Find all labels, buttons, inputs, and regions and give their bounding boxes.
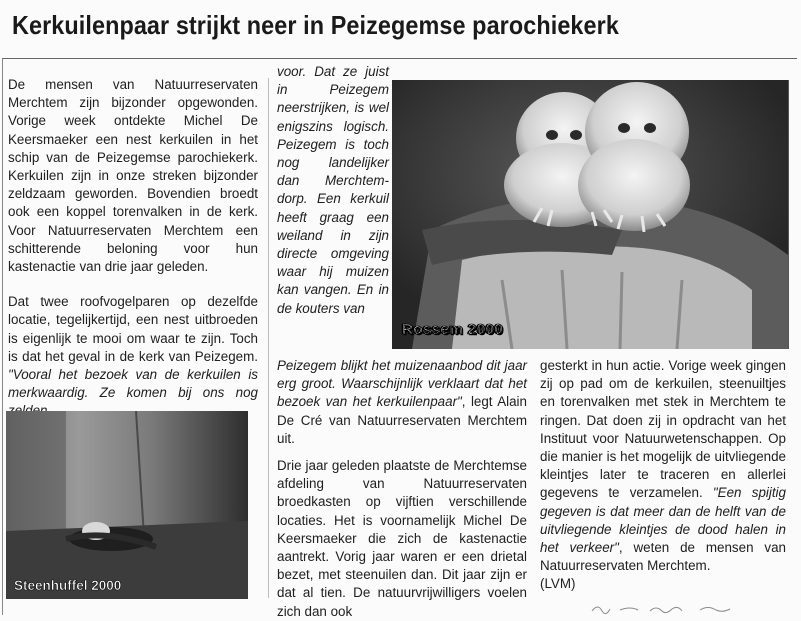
col2-paragraph-2: Drie jaar geleden plaatste de Merchtemse afdeling van Natuurreservaten broedkasten op vijftien verschillende locaties. Het is voornamelijk Michel De Keersmaeker die zich de kastenactie aantrekt. Vorig jaar waren er een drietal bezet, met steenuilen dan. Dit jaar zijn er dat al tien. De natuurvrijwilligers voelen zich dan ook xyxy=(277,458,527,619)
col1-quote: "Vooral het bezoek van de kerkuilen is merkwaardig. Ze komen bij ons nog xyxy=(8,367,258,401)
col3-signoff: (LVM) xyxy=(540,576,576,592)
headline: Kerkuilenpaar strijkt neer in Peizegemse parochiekerk xyxy=(12,10,619,40)
column-2-narrow xyxy=(277,63,389,318)
col3-text: gesterkt in hun actie. Vorige week gingen zij op pad om de kerkuilen, steenuiltjes en torenvalken met stek in Merchtem te ringen. Dat doen zij in opdracht van het Instituut voor Natuurwetenschappen. Op die manier is het mogelijk de uitvliegende kleintjes later te traceren en allerlei gegevens te verzamelen. xyxy=(540,358,786,501)
col3-paragraph xyxy=(540,357,786,575)
column-1 xyxy=(8,76,258,421)
col2-quote: Peizegem blijkt het muizenaanbod dit jaar erg groot. Waarschijnlijk verklaart dat het bezoek van het kerkuilenpaar" xyxy=(277,358,527,410)
rossem-caption: Rossem 2000 xyxy=(402,321,504,338)
col2-paragraph-1 xyxy=(277,357,527,448)
photo-steenhuffel xyxy=(6,411,248,599)
steenhuffel-image xyxy=(6,411,248,599)
column-2-wide xyxy=(277,357,527,621)
steenhuffel-caption: Steenhuffel 2000 xyxy=(14,578,122,593)
col1-paragraph-1: De mensen van Natuurreservaten Merchtem zijn bijzonder opgewonden. Vorige week ontdekte Michel De Keersmaeker een nest kerkuilen in het schip van de Peizegemse parochiekerk. Kerkuilen zijn in onze streken bijzonder zeldzaam geworden. Bovendien broedt ook een koppel torenvalken in de kerk. Voor Natuurreservaten Merchtem een schitterende beloning voor hun kastenactie van drie jaar geleden. xyxy=(8,77,258,275)
col1-paragraph-2-text: Dat twee roofvogelparen op dezelfde locatie, tegelijkertijd, een nest uitbroeden is eigenlijk te mooi om waar te zijn. Toch is dat het geval in de kerk van Peizegem. xyxy=(8,294,258,364)
owl-chicks-image xyxy=(392,80,788,349)
col3-quote: "Een spijtig gegeven is dat meer dan de helft van de uitvliegende kleintjes de dood halen in het verkeer" xyxy=(540,485,786,556)
col2-attribution: , legt Alain De Cré van Natuurreservaten Merchtem uit. xyxy=(277,394,527,446)
col2-narrow-text: voor. Dat ze juist in Peizegem neerstrijken, is wel enigszins logisch. Peizegem is toch nog landelijker dan Merchtem-dorp. Een kerkuil heeft graag een weiland in zijn directe omgeving waar hij muizen kan vangen. En in de kouters van xyxy=(277,64,389,316)
col3-attribution: , weten de mensen van Natuurreservaten Merchtem. xyxy=(540,540,786,574)
photo-rossem-owls xyxy=(392,80,789,349)
handwritten-signature xyxy=(590,601,770,615)
column-divider xyxy=(268,78,269,598)
column-3 xyxy=(540,357,786,594)
col1-paragraph-2 xyxy=(8,293,258,420)
